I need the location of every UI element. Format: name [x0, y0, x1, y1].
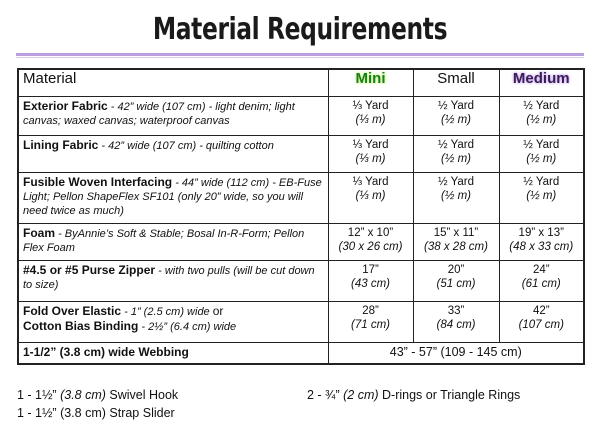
- small-cell: [413, 97, 499, 136]
- small-cell: [413, 302, 499, 343]
- material-name: Fusible Woven Interfacing: [23, 175, 173, 189]
- medium-amount: 19” x 13”: [518, 227, 564, 239]
- mini-metric: (⅓ m): [355, 114, 386, 126]
- table-header-row: [18, 69, 584, 97]
- material-name: Fold Over Elastic: [23, 304, 122, 318]
- header-medium-label: Medium: [512, 70, 570, 87]
- medium-amount: ½ Yard: [523, 100, 560, 112]
- material-name: Exterior Fabric: [23, 99, 108, 113]
- footer-rings: [307, 388, 520, 402]
- small-amount: ½ Yard: [437, 100, 475, 112]
- material-desc: - 44” wide (112 cm) - EB-Fuse Light; Pellon ShapeFlex SF101 (only 20” wide, so you will need twice as much): [23, 177, 322, 217]
- material-cell: [18, 302, 328, 343]
- page-title: Material Requirements: [152, 12, 448, 47]
- material-name: #4.5 or #5 Purse Zipper: [23, 263, 156, 277]
- header-mini-label: Mini: [355, 70, 386, 87]
- material-cell: [18, 97, 328, 136]
- medium-metric: (107 cm): [518, 319, 564, 331]
- rings-metric: (2 cm): [343, 388, 379, 402]
- mini-amount: ⅓ Yard: [352, 176, 389, 188]
- material-name-alt: Cotton Bias Binding: [23, 319, 139, 333]
- small-amount: 15” x 11”: [433, 227, 479, 239]
- material-desc: - 1” (2.5 cm) wide: [121, 306, 210, 318]
- mini-metric: (⅓ m): [355, 190, 386, 202]
- material-desc: - 42” wide (107 cm) - light denim; light canvas; waxed canvas; waterproof canvas: [23, 101, 295, 127]
- table-row: [18, 224, 584, 261]
- small-cell: [413, 224, 499, 261]
- medium-metric: (½ m): [526, 114, 557, 126]
- medium-cell: [499, 224, 584, 261]
- medium-amount: 24”: [532, 264, 550, 276]
- medium-metric: (61 cm): [521, 278, 561, 290]
- small-metric: (51 cm): [436, 278, 476, 290]
- medium-cell: [499, 173, 584, 224]
- swivel-qty: 1 - 1½”: [17, 388, 61, 402]
- material-desc: - 42” wide (107 cm) - quilting cotton: [98, 140, 274, 152]
- small-metric: (38 x 28 cm): [424, 241, 488, 253]
- header-small: Small: [413, 69, 499, 97]
- small-cell: [413, 136, 499, 173]
- table-row: [18, 302, 584, 343]
- footer-strap-slider: 1 - 1½” (3.8 cm) Strap Slider: [17, 406, 175, 420]
- small-metric: (84 cm): [436, 319, 476, 331]
- mini-amount: 12” x 10”: [347, 227, 394, 239]
- small-metric: (½ m): [440, 153, 472, 165]
- mini-cell: [328, 97, 413, 136]
- header-mini: [328, 69, 413, 97]
- title-underline: [16, 53, 584, 56]
- swivel-label: Swivel Hook: [105, 388, 179, 402]
- mini-cell: [328, 261, 413, 302]
- medium-amount: ½ Yard: [523, 176, 560, 188]
- medium-metric: (48 x 33 cm): [509, 241, 574, 253]
- mini-metric: (⅓ m): [355, 153, 386, 165]
- material-name: Lining Fabric: [23, 138, 99, 152]
- table-row: [18, 261, 584, 302]
- table-row: [18, 97, 584, 136]
- mini-amount: 28”: [362, 305, 379, 317]
- footer-swivel-hook: [17, 388, 178, 402]
- mini-amount: 17”: [362, 264, 379, 276]
- rings-label: D-rings or Triangle Rings: [378, 388, 521, 402]
- or-connector: or: [212, 304, 224, 318]
- title-underline-secondary: [16, 57, 584, 58]
- material-cell: [18, 136, 328, 173]
- small-amount: ½ Yard: [437, 176, 475, 188]
- small-metric: (½ m): [440, 114, 472, 126]
- small-cell: [413, 261, 499, 302]
- small-amount: 20”: [447, 264, 465, 276]
- mini-amount: ⅓ Yard: [352, 139, 389, 151]
- swivel-metric: (3.8 cm): [60, 388, 106, 402]
- mini-cell: [328, 173, 413, 224]
- mini-cell: [328, 224, 413, 261]
- medium-metric: (½ m): [526, 190, 557, 202]
- small-metric: (½ m): [440, 190, 472, 202]
- table-row: [18, 173, 584, 224]
- material-cell: [18, 224, 328, 261]
- material-cell: [18, 343, 328, 365]
- medium-cell: [499, 97, 584, 136]
- header-medium: [499, 69, 584, 97]
- table-row: [18, 136, 584, 173]
- mini-metric: (30 x 26 cm): [338, 241, 403, 253]
- material-desc-alt: - 2½” (6.4 cm) wide: [138, 321, 237, 333]
- medium-cell: [499, 302, 584, 343]
- material-name: 1-1/2” (3.8 cm) wide Webbing: [23, 345, 189, 359]
- mini-cell: [328, 136, 413, 173]
- small-amount: ½ Yard: [437, 139, 475, 151]
- material-cell: [18, 173, 328, 224]
- medium-amount: 42”: [532, 305, 550, 317]
- material-desc: - with two pulls (will be cut down to size): [23, 265, 315, 291]
- mini-cell: [328, 302, 413, 343]
- mini-metric: (71 cm): [351, 319, 390, 331]
- mini-amount: ⅓ Yard: [352, 100, 389, 112]
- requirements-table: [17, 68, 585, 365]
- medium-cell: [499, 261, 584, 302]
- table-row: [18, 343, 584, 365]
- medium-metric: (½ m): [526, 153, 557, 165]
- material-desc: - ByAnnie’s Soft & Stable; Bosal In-R-Form; Pellon Flex Foam: [23, 228, 305, 254]
- mini-metric: (43 cm): [351, 278, 390, 290]
- small-amount: 33”: [447, 305, 465, 317]
- rings-qty: 2 - ¾”: [307, 388, 344, 402]
- medium-amount: ½ Yard: [523, 139, 560, 151]
- medium-cell: [499, 136, 584, 173]
- small-cell: [413, 173, 499, 224]
- header-material: Material: [18, 69, 328, 97]
- material-name: Foam: [23, 226, 56, 240]
- material-cell: [18, 261, 328, 302]
- webbing-value: 43” - 57” (109 - 145 cm): [328, 343, 584, 365]
